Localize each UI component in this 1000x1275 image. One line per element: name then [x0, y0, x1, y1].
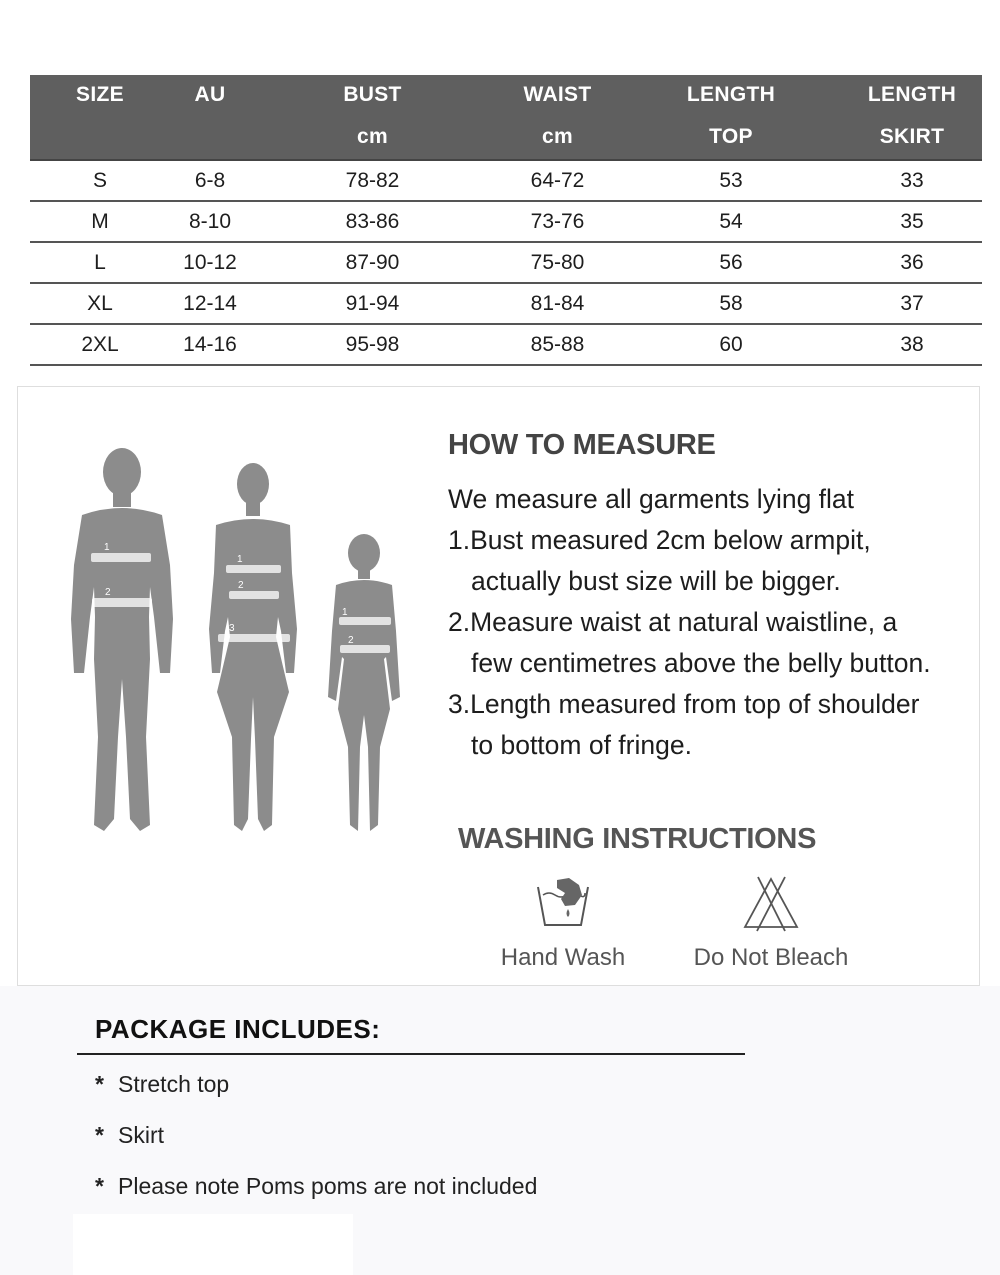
table-header-subrow [30, 115, 982, 160]
package-item-label: Skirt [118, 1122, 164, 1148]
cell-size: 2XL [30, 324, 170, 365]
table-header-row [30, 75, 982, 115]
measure-line-length: 3.Length measured from top of shoulder [448, 689, 920, 719]
cell-au: 10-12 [170, 242, 250, 283]
cell-bust: 95-98 [250, 324, 495, 365]
how-to-measure-panel [17, 386, 980, 986]
bullet-star-icon: * [95, 1071, 104, 1097]
package-item-label: Stretch top [118, 1071, 230, 1097]
woman-label-1: 1 [237, 554, 243, 565]
table-row [30, 160, 982, 201]
hand-wash-item [488, 875, 638, 972]
header-waist-unit: cm [495, 115, 620, 160]
cell-length-skirt: 36 [842, 242, 982, 283]
do-not-bleach-icon [741, 875, 801, 933]
table-row [30, 283, 982, 324]
hand-wash-icon [535, 875, 591, 933]
man-label-2: 2 [105, 587, 111, 598]
header-au: AU [170, 75, 250, 115]
header-length-top-unit: TOP [620, 115, 842, 160]
header-size-unit [30, 115, 170, 160]
package-includes-section [0, 986, 1000, 1275]
package-divider [77, 1053, 745, 1055]
cell-length-skirt: 33 [842, 160, 982, 201]
header-length-skirt: LENGTH [842, 75, 982, 115]
cell-size: M [30, 201, 170, 242]
man-label-1: 1 [104, 542, 110, 553]
table-row [30, 324, 982, 365]
cell-au: 12-14 [170, 283, 250, 324]
package-list [95, 1066, 537, 1219]
header-waist: WAIST [495, 75, 620, 115]
how-to-measure-text [448, 479, 988, 766]
header-size: SIZE [30, 75, 170, 115]
cell-length-skirt: 35 [842, 201, 982, 242]
cell-waist: 73-76 [495, 201, 620, 242]
cell-au: 14-16 [170, 324, 250, 365]
package-item [95, 1066, 537, 1117]
child-silhouette [328, 534, 400, 831]
header-bust: BUST [250, 75, 495, 115]
cell-size: L [30, 242, 170, 283]
package-item-label: Please note Poms poms are not included [118, 1173, 538, 1199]
cell-au: 6-8 [170, 160, 250, 201]
header-au-unit [170, 115, 250, 160]
body-measurement-figures [46, 447, 416, 842]
child-label-2: 2 [348, 635, 354, 646]
bottom-white-block [73, 1214, 353, 1275]
do-not-bleach-item [681, 875, 861, 972]
cell-bust: 83-86 [250, 201, 495, 242]
cell-length-top: 56 [620, 242, 842, 283]
how-to-measure-title: HOW TO MEASURE [448, 429, 716, 461]
hand-wash-label: Hand Wash [500, 944, 626, 971]
do-not-bleach-label: Do Not Bleach [693, 944, 849, 971]
table-row [30, 201, 982, 242]
header-length-skirt-unit: SKIRT [842, 115, 982, 160]
measure-line-intro: We measure all garments lying flat [448, 484, 855, 514]
bullet-star-icon: * [95, 1122, 104, 1148]
header-length-top: LENGTH [620, 75, 842, 115]
woman-label-2: 2 [238, 580, 244, 591]
washing-instructions-title: WASHING INSTRUCTIONS [458, 823, 817, 855]
measure-line-length-note: to bottom of fringe. [471, 730, 692, 760]
measure-line-bust: 1.Bust measured 2cm below armpit, [448, 525, 871, 555]
cell-length-top: 60 [620, 324, 842, 365]
man-silhouette [71, 448, 173, 831]
measure-line-bust-note: actually bust size will be bigger. [471, 566, 841, 596]
package-includes-title: PACKAGE INCLUDES: [95, 1014, 381, 1044]
cell-waist: 85-88 [495, 324, 620, 365]
cell-bust: 78-82 [250, 160, 495, 201]
woman-silhouette [209, 463, 297, 831]
bullet-star-icon: * [95, 1173, 104, 1199]
cell-waist: 81-84 [495, 283, 620, 324]
cell-length-top: 58 [620, 283, 842, 324]
cell-size: S [30, 160, 170, 201]
child-label-1: 1 [342, 607, 348, 618]
size-chart-table [30, 75, 982, 366]
cell-size: XL [30, 283, 170, 324]
cell-length-top: 54 [620, 201, 842, 242]
cell-bust: 91-94 [250, 283, 495, 324]
package-item [95, 1117, 537, 1168]
cell-waist: 75-80 [495, 242, 620, 283]
woman-label-3: 3 [229, 623, 235, 634]
cell-au: 8-10 [170, 201, 250, 242]
package-item [95, 1168, 537, 1219]
table-row [30, 242, 982, 283]
header-bust-unit: cm [250, 115, 495, 160]
measure-line-waist-note: few centimetres above the belly button. [471, 648, 931, 678]
cell-length-skirt: 37 [842, 283, 982, 324]
measure-line-waist: 2.Measure waist at natural waistline, a [448, 607, 898, 637]
cell-waist: 64-72 [495, 160, 620, 201]
cell-bust: 87-90 [250, 242, 495, 283]
cell-length-skirt: 38 [842, 324, 982, 365]
cell-length-top: 53 [620, 160, 842, 201]
